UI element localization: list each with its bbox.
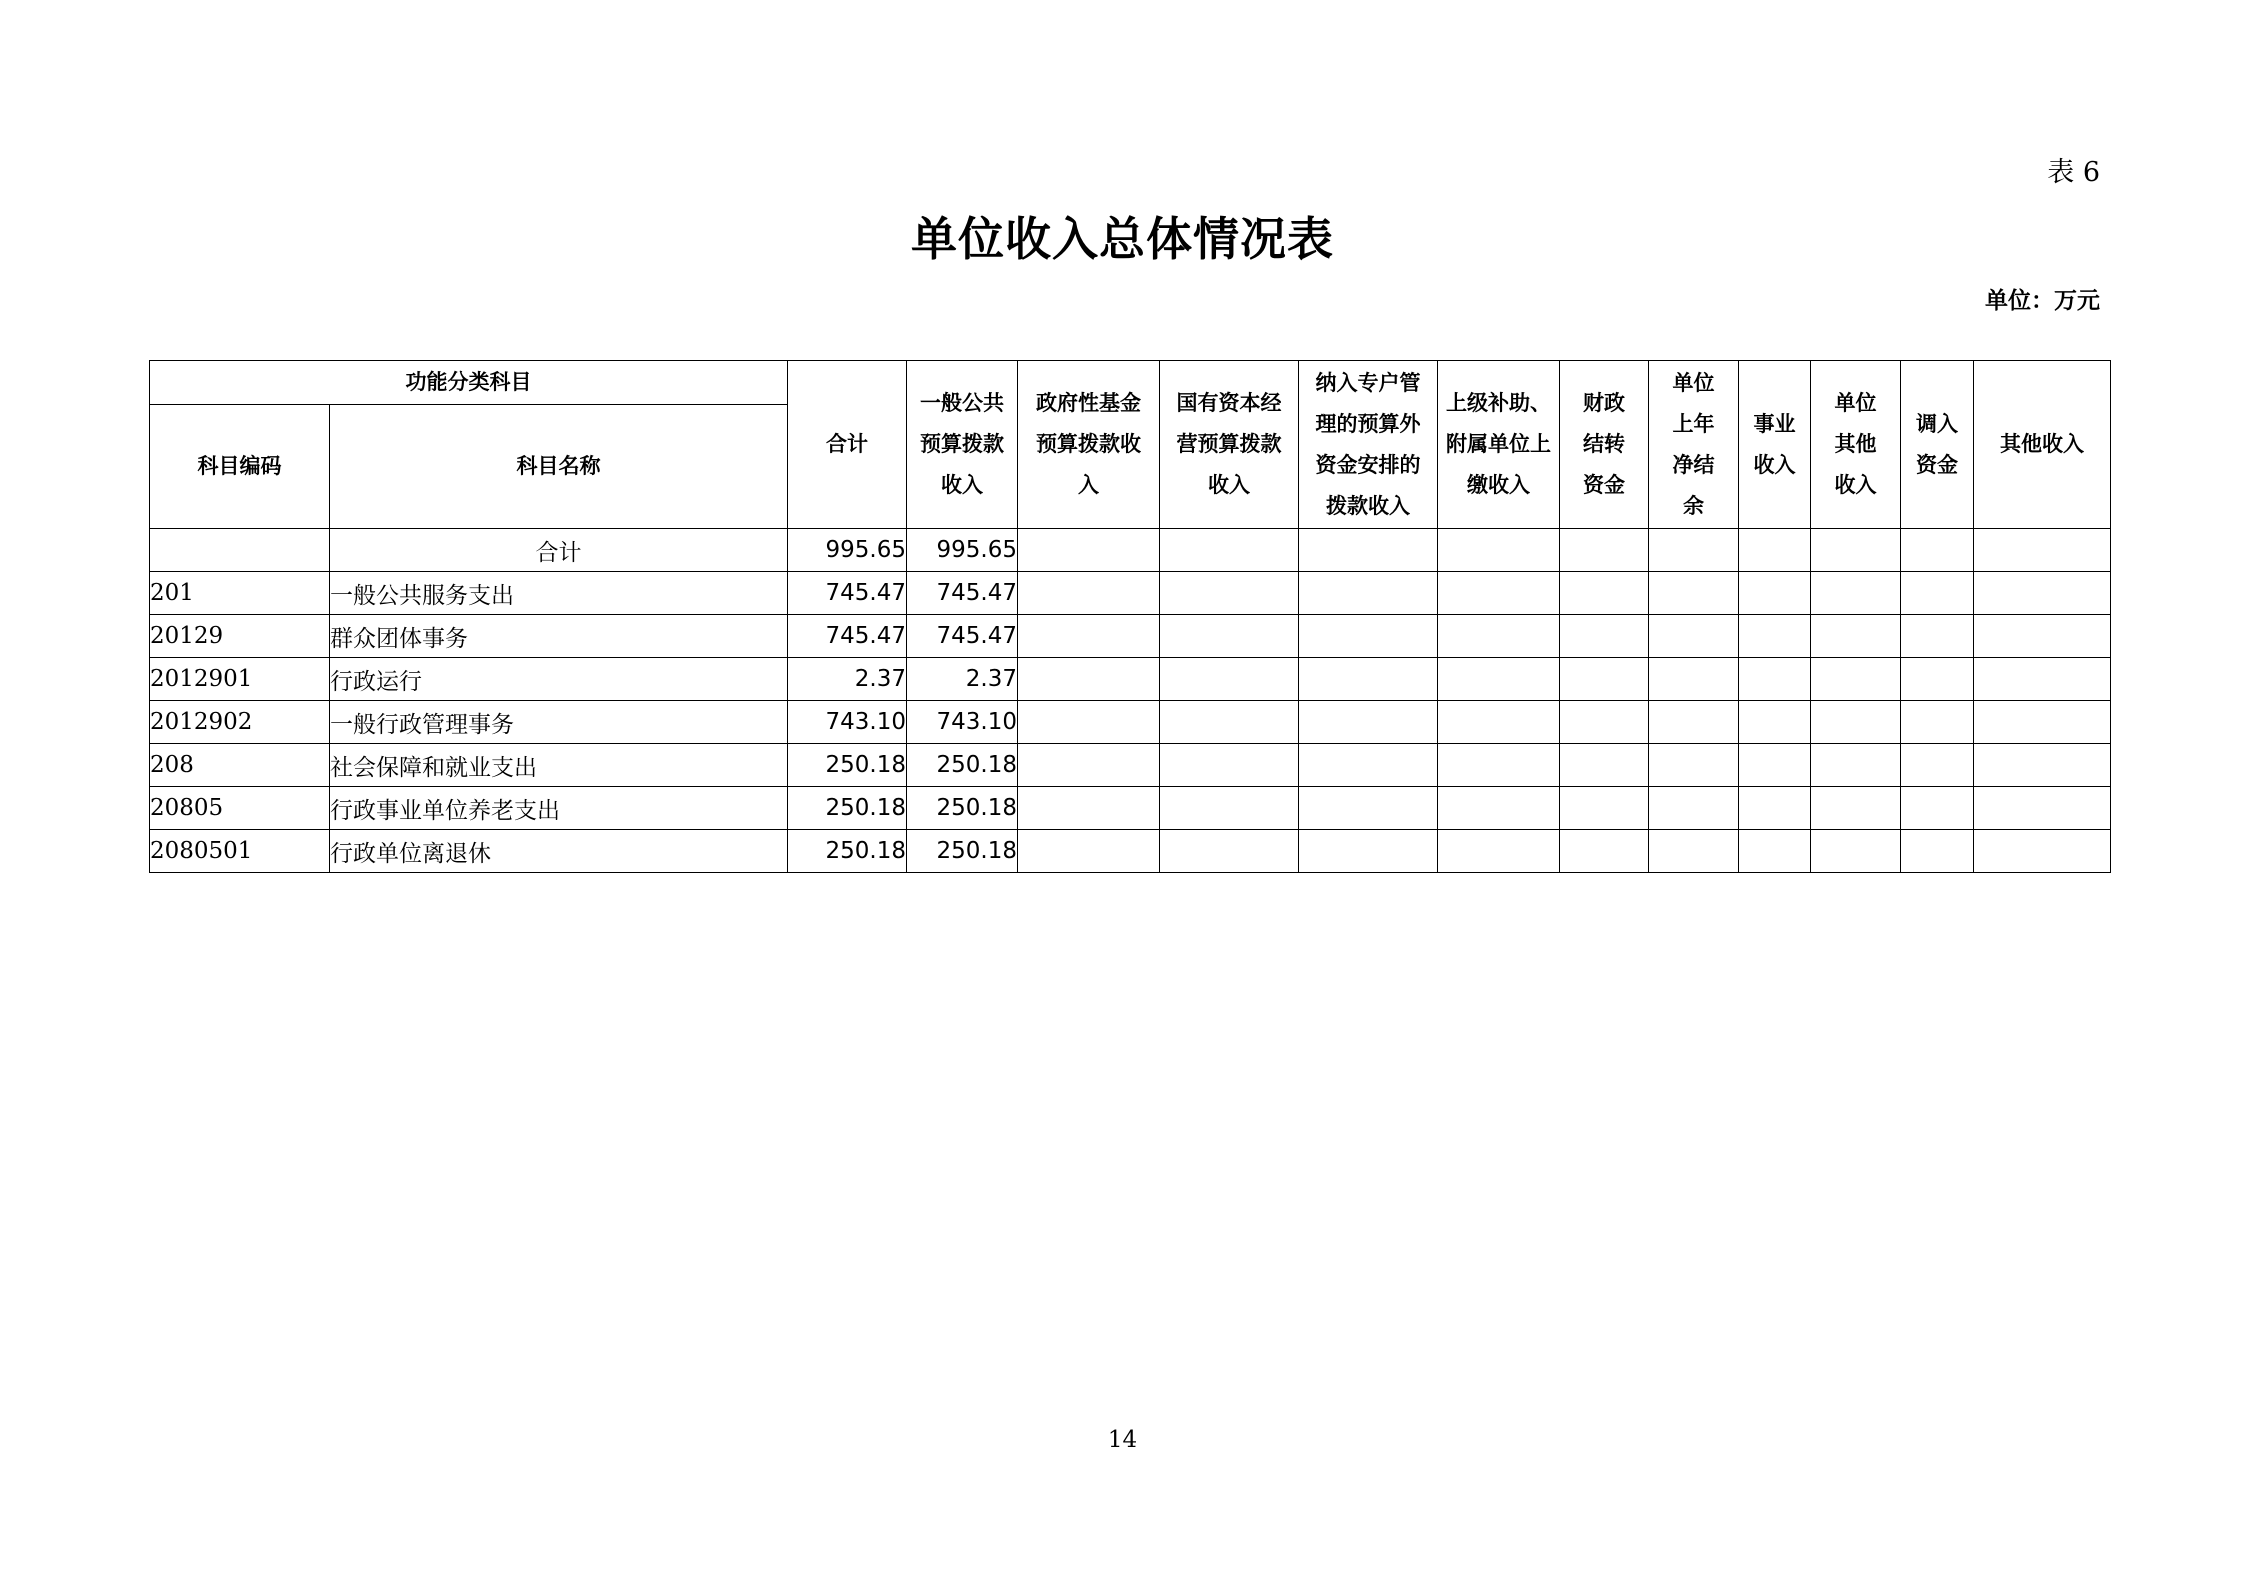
empty-cell: [1901, 658, 1974, 701]
table-row-total: [150, 529, 2111, 572]
header-special-mgmt: [1299, 361, 1438, 529]
row-code: 2012902: [150, 701, 330, 744]
empty-cell: [1901, 701, 1974, 744]
empty-cell: [1560, 529, 1649, 572]
empty-cell: [1811, 830, 1901, 873]
header-name: 科目名称: [330, 405, 788, 529]
empty-cell: [1901, 830, 1974, 873]
empty-cell: [1438, 658, 1560, 701]
empty-cell: [1739, 830, 1811, 873]
empty-cell: [1018, 658, 1160, 701]
empty-cell: [1018, 744, 1160, 787]
empty-cell: [1811, 615, 1901, 658]
empty-cell: [1811, 529, 1901, 572]
empty-cell: [1739, 658, 1811, 701]
header-code: 科目编码: [150, 405, 330, 529]
empty-cell: [1811, 787, 1901, 830]
empty-cell: [1974, 830, 2111, 873]
empty-cell: [1649, 658, 1739, 701]
row-total: 250.18: [788, 787, 907, 830]
empty-cell: [1018, 830, 1160, 873]
header-prior-year-balance: [1649, 361, 1739, 529]
empty-cell: [1901, 615, 1974, 658]
header-unit-other-income-text: 单位其他收入: [1834, 391, 1877, 497]
empty-cell: [1299, 529, 1438, 572]
empty-cell: [1160, 744, 1299, 787]
page-number: 14: [1107, 1427, 1138, 1453]
empty-cell: [1811, 744, 1901, 787]
header-transfer-funds: [1901, 361, 1974, 529]
header-superior-subsidy: [1438, 361, 1560, 529]
empty-cell: [1018, 701, 1160, 744]
empty-cell: [1974, 787, 2111, 830]
table-row: [150, 787, 2111, 830]
table-row: [150, 572, 2111, 615]
table-row: [150, 744, 2111, 787]
row-code: 20805: [150, 787, 330, 830]
header-unit-other-income: [1811, 361, 1901, 529]
table-number: 表 6: [2047, 157, 2100, 188]
row-name: 行政单位离退休: [330, 830, 788, 873]
row-code: 2080501: [150, 830, 330, 873]
empty-cell: [1739, 744, 1811, 787]
empty-cell: [1560, 787, 1649, 830]
empty-cell: [1811, 572, 1901, 615]
empty-cell: [1160, 529, 1299, 572]
empty-cell: [1018, 572, 1160, 615]
empty-cell: [1438, 615, 1560, 658]
empty-cell: [1560, 615, 1649, 658]
empty-cell: [1739, 701, 1811, 744]
empty-cell: [1901, 744, 1974, 787]
row-name: 行政运行: [330, 658, 788, 701]
header-transfer-funds-text: 调入资金: [1916, 411, 1958, 477]
empty-cell: [1811, 701, 1901, 744]
row-total: 995.65: [788, 529, 907, 572]
row-name: 一般行政管理事务: [330, 701, 788, 744]
header-superior-subsidy-text: 上级补助、附属单位上缴收入: [1446, 391, 1551, 497]
empty-cell: [1739, 529, 1811, 572]
empty-cell: [1438, 529, 1560, 572]
empty-cell: [1160, 701, 1299, 744]
row-general-budget: 745.47: [907, 572, 1018, 615]
empty-cell: [1299, 615, 1438, 658]
empty-cell: [1649, 787, 1739, 830]
unit-label: 单位：万元: [1985, 288, 2100, 314]
empty-cell: [1649, 615, 1739, 658]
empty-cell: [1974, 529, 2111, 572]
header-function-category: 功能分类科目: [150, 361, 788, 405]
header-business-income-text: 事业收入: [1753, 411, 1796, 477]
header-state-capital-text: 国有资本经营预算拨款收入: [1176, 391, 1282, 497]
empty-cell: [1299, 572, 1438, 615]
row-name: 一般公共服务支出: [330, 572, 788, 615]
empty-cell: [1649, 701, 1739, 744]
empty-cell: [1560, 658, 1649, 701]
row-name: 合计: [330, 529, 788, 572]
empty-cell: [1901, 787, 1974, 830]
empty-cell: [1299, 787, 1438, 830]
empty-cell: [1649, 830, 1739, 873]
empty-cell: [1974, 701, 2111, 744]
row-total: 250.18: [788, 744, 907, 787]
header-state-capital: [1160, 361, 1299, 529]
income-table: [149, 360, 2111, 873]
empty-cell: [1160, 830, 1299, 873]
empty-cell: [1560, 830, 1649, 873]
header-gov-fund-text: 政府性基金预算拨款收入: [1036, 391, 1141, 497]
row-name: 行政事业单位养老支出: [330, 787, 788, 830]
header-prior-year-balance-text: 单位上年净结余: [1672, 370, 1715, 518]
empty-cell: [1649, 572, 1739, 615]
empty-cell: [1438, 830, 1560, 873]
row-general-budget: 745.47: [907, 615, 1018, 658]
empty-cell: [1160, 787, 1299, 830]
empty-cell: [1438, 701, 1560, 744]
empty-cell: [1018, 529, 1160, 572]
row-total: 745.47: [788, 572, 907, 615]
row-code: [150, 529, 330, 572]
header-total: 合计: [788, 361, 907, 529]
empty-cell: [1438, 787, 1560, 830]
table-row: [150, 701, 2111, 744]
empty-cell: [1901, 529, 1974, 572]
empty-cell: [1018, 787, 1160, 830]
empty-cell: [1299, 658, 1438, 701]
empty-cell: [1299, 701, 1438, 744]
header-fiscal-carryover-text: 财政结转资金: [1583, 391, 1625, 497]
row-total: 745.47: [788, 615, 907, 658]
header-special-mgmt-text: 纳入专户管理的预算外资金安排的拨款收入: [1315, 370, 1421, 518]
row-general-budget: 250.18: [907, 787, 1018, 830]
empty-cell: [1438, 744, 1560, 787]
row-total: 250.18: [788, 830, 907, 873]
empty-cell: [1739, 787, 1811, 830]
table-row: [150, 830, 2111, 873]
empty-cell: [1649, 529, 1739, 572]
empty-cell: [1974, 658, 2111, 701]
empty-cell: [1299, 744, 1438, 787]
page-title: 单位收入总体情况表: [911, 212, 1334, 266]
table-row: [150, 658, 2111, 701]
row-total: 743.10: [788, 701, 907, 744]
row-code: 201: [150, 572, 330, 615]
row-general-budget: 250.18: [907, 830, 1018, 873]
header-other-income: 其他收入: [1974, 361, 2111, 529]
table-row: [150, 615, 2111, 658]
row-code: 2012901: [150, 658, 330, 701]
row-general-budget: 250.18: [907, 744, 1018, 787]
empty-cell: [1160, 572, 1299, 615]
empty-cell: [1299, 830, 1438, 873]
row-general-budget: 995.65: [907, 529, 1018, 572]
empty-cell: [1811, 658, 1901, 701]
empty-cell: [1739, 572, 1811, 615]
empty-cell: [1974, 744, 2111, 787]
header-gov-fund: [1018, 361, 1160, 529]
row-general-budget: 2.37: [907, 658, 1018, 701]
row-code: 208: [150, 744, 330, 787]
header-fiscal-carryover: [1560, 361, 1649, 529]
header-general-budget: [907, 361, 1018, 529]
empty-cell: [1560, 701, 1649, 744]
empty-cell: [1160, 658, 1299, 701]
empty-cell: [1560, 572, 1649, 615]
header-business-income: [1739, 361, 1811, 529]
header-general-budget-text: 一般公共预算拨款收入: [920, 391, 1004, 497]
row-name: 社会保障和就业支出: [330, 744, 788, 787]
empty-cell: [1974, 572, 2111, 615]
row-general-budget: 743.10: [907, 701, 1018, 744]
empty-cell: [1739, 615, 1811, 658]
empty-cell: [1901, 572, 1974, 615]
row-code: 20129: [150, 615, 330, 658]
empty-cell: [1649, 744, 1739, 787]
empty-cell: [1974, 615, 2111, 658]
row-name: 群众团体事务: [330, 615, 788, 658]
empty-cell: [1160, 615, 1299, 658]
empty-cell: [1018, 615, 1160, 658]
row-total: 2.37: [788, 658, 907, 701]
empty-cell: [1438, 572, 1560, 615]
empty-cell: [1560, 744, 1649, 787]
